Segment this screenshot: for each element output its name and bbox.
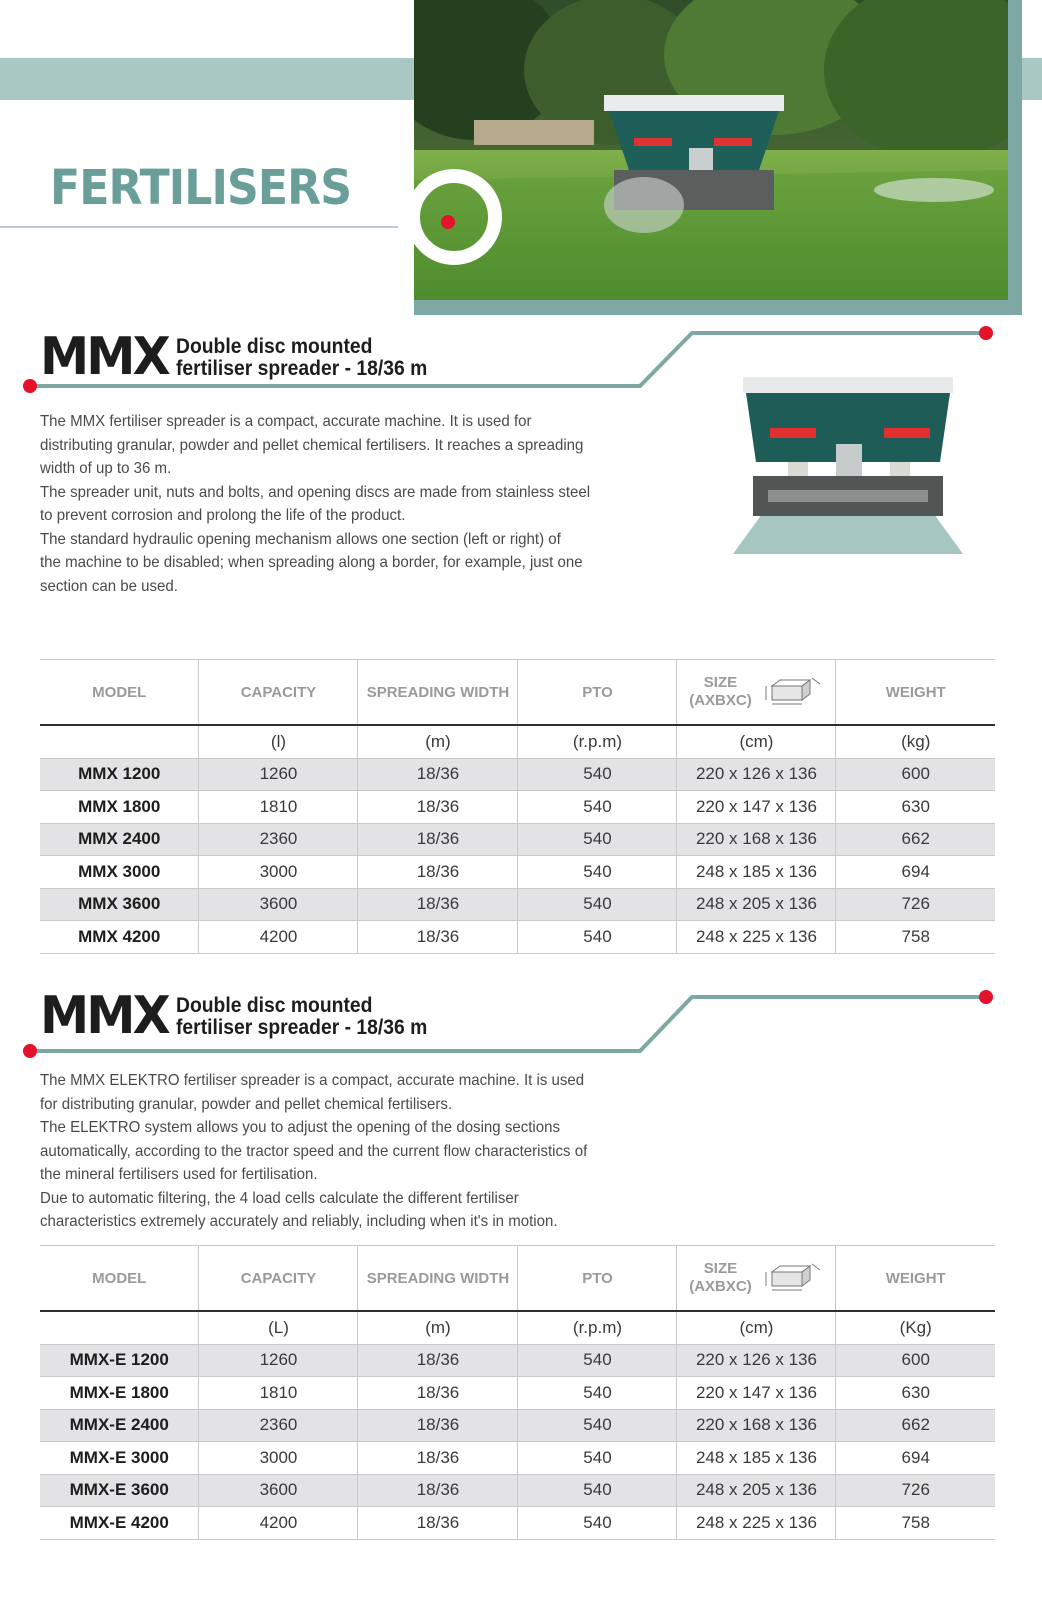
section2-subtitle-line2: fertiliser spreader - 18/36 m: [176, 1016, 428, 1039]
pto-cell: 540: [518, 921, 677, 954]
weight-cell: 758: [836, 1507, 995, 1540]
weight-cell: 630: [836, 791, 995, 824]
header-spreading-width: SPREADING WIDTH: [358, 1246, 518, 1312]
table-row: [40, 921, 995, 954]
section1-description-line: width of up to 36 m.: [40, 460, 172, 477]
header-capacity: CAPACITY: [199, 660, 358, 726]
unit-cell: (r.p.m): [518, 1311, 677, 1344]
pto-cell: 540: [518, 823, 677, 856]
table-row: [40, 791, 995, 824]
weight-cell: 694: [836, 1442, 995, 1475]
pto-cell: 540: [518, 791, 677, 824]
header-pto: PTO: [518, 1246, 677, 1312]
model-cell: MMX 4200: [40, 921, 199, 954]
width-cell: 18/36: [358, 823, 518, 856]
section2-right-red-dot: [979, 990, 993, 1004]
model-cell: MMX 3000: [40, 856, 199, 889]
width-cell: 18/36: [358, 1344, 518, 1377]
width-cell: 18/36: [358, 888, 518, 921]
pto-cell: 540: [518, 1344, 677, 1377]
size-cell: 248 x 205 x 136: [677, 888, 836, 921]
size-cell: 220 x 126 x 136: [677, 1344, 836, 1377]
weight-cell: 662: [836, 823, 995, 856]
size-cell: 248 x 205 x 136: [677, 1474, 836, 1507]
size-cell: 220 x 147 x 136: [677, 791, 836, 824]
section2-description-line: the mineral fertilisers used for fertilisation.: [40, 1166, 318, 1183]
capacity-cell: 3000: [199, 856, 358, 889]
unit-cell: (m): [358, 1311, 518, 1344]
capacity-cell: 2360: [199, 1409, 358, 1442]
section2-description-line: Due to automatic filtering, the 4 load cells calculate the different fertiliser: [40, 1189, 519, 1207]
hero-photo-illustration: [414, 0, 1008, 300]
width-cell: 18/36: [358, 1409, 518, 1442]
weight-cell: 600: [836, 758, 995, 791]
header-size-dims: (AXBXC): [689, 692, 752, 709]
table-row: [40, 1344, 995, 1377]
header-size-dims: (AXBXC): [689, 1278, 752, 1295]
photo-circle-ring: [406, 169, 502, 265]
capacity-cell: 2360: [199, 823, 358, 856]
unit-cell: (Kg): [836, 1311, 995, 1344]
model-cell: MMX 3600: [40, 888, 199, 921]
section1-model-name: MMX: [40, 327, 168, 387]
size-cell: 220 x 168 x 136: [677, 823, 836, 856]
unit-cell: [40, 1311, 199, 1344]
model-cell: MMX 2400: [40, 823, 199, 856]
capacity-cell: 4200: [199, 1507, 358, 1540]
header-pto: PTO: [518, 660, 677, 726]
weight-cell: 630: [836, 1377, 995, 1410]
pto-cell: 540: [518, 856, 677, 889]
weight-cell: 662: [836, 1409, 995, 1442]
hero-photo: [414, 0, 1008, 300]
section1-spec-table: [40, 659, 995, 954]
title-underline: [0, 226, 398, 228]
model-cell: MMX-E 4200: [40, 1507, 199, 1540]
section2-description-line: characteristics extremely accurately and reliably, including when it's in motion.: [40, 1213, 558, 1230]
table-units-row: [40, 725, 995, 758]
box-dimensions-icon: [762, 676, 824, 708]
weight-cell: 758: [836, 921, 995, 954]
weight-cell: 726: [836, 1474, 995, 1507]
section1-subtitle-line2: fertiliser spreader - 18/36 m: [176, 357, 428, 380]
model-cell: MMX-E 2400: [40, 1409, 199, 1442]
table-row: [40, 758, 995, 791]
size-cell: 248 x 225 x 136: [677, 921, 836, 954]
unit-cell: (l): [199, 725, 358, 758]
model-cell: MMX-E 3000: [40, 1442, 199, 1475]
pto-cell: 540: [518, 888, 677, 921]
width-cell: 18/36: [358, 1507, 518, 1540]
model-cell: MMX-E 1200: [40, 1344, 199, 1377]
box-dimensions-icon: [762, 1262, 824, 1294]
model-cell: MMX 1200: [40, 758, 199, 791]
header-spreading-width: SPREADING WIDTH: [358, 660, 518, 726]
capacity-cell: 1810: [199, 791, 358, 824]
model-cell: MMX-E 3600: [40, 1474, 199, 1507]
size-cell: 220 x 168 x 136: [677, 1409, 836, 1442]
header-capacity: CAPACITY: [199, 1246, 358, 1312]
pto-cell: 540: [518, 1442, 677, 1475]
width-cell: 18/36: [358, 1377, 518, 1410]
section2-description-line: The MMX ELEKTRO fertiliser spreader is a compact, accurate machine. It is used: [40, 1072, 585, 1089]
width-cell: 18/36: [358, 758, 518, 791]
header-size-label: SIZE: [703, 674, 738, 691]
section1-description-line: the machine to be disabled; when spreading along a border, for example, just one: [40, 554, 583, 571]
capacity-cell: 3000: [199, 1442, 358, 1475]
header-weight: WEIGHT: [836, 660, 995, 726]
unit-cell: (L): [199, 1311, 358, 1344]
header-model: MODEL: [40, 1246, 199, 1312]
section2-subtitle-line1: Double disc mounted: [176, 994, 373, 1017]
header-model: MODEL: [40, 660, 199, 726]
table-row: [40, 1474, 995, 1507]
unit-cell: (m): [358, 725, 518, 758]
header-size-label: SIZE: [703, 1260, 738, 1277]
header-size: [677, 660, 836, 726]
table-units-row: [40, 1311, 995, 1344]
unit-cell: (cm): [677, 1311, 836, 1344]
model-cell: MMX-E 1800: [40, 1377, 199, 1410]
section1-right-red-dot: [979, 326, 993, 340]
section2-accent-line: [0, 984, 1042, 1064]
weight-cell: 694: [836, 856, 995, 889]
section1-description-line: section can be used.: [40, 577, 178, 595]
size-cell: 220 x 126 x 136: [677, 758, 836, 791]
section1-description-line: The standard hydraulic opening mechanism allows one section (left or right) of: [40, 530, 561, 548]
unit-cell: (cm): [677, 725, 836, 758]
section1-left-red-dot: [23, 379, 37, 393]
photo-red-dot: [441, 215, 455, 229]
table-row: [40, 1507, 995, 1540]
section2-model-name: MMX: [40, 986, 168, 1046]
capacity-cell: 3600: [199, 888, 358, 921]
width-cell: 18/36: [358, 1474, 518, 1507]
capacity-cell: 4200: [199, 921, 358, 954]
section1-subtitle-line1: Double disc mounted: [176, 335, 373, 358]
header-weight: WEIGHT: [836, 1246, 995, 1312]
section2-description-line: automatically, according to the tractor speed and the current flow characteristics of: [40, 1142, 588, 1160]
header-size: [677, 1246, 836, 1312]
page-title: FERTILISERS: [50, 160, 352, 216]
section1-description-line: The spreader unit, nuts and bolts, and opening discs are made from stainless steel: [40, 483, 591, 501]
pto-cell: 540: [518, 1377, 677, 1410]
unit-cell: [40, 725, 199, 758]
pto-cell: 540: [518, 1474, 677, 1507]
size-cell: 248 x 185 x 136: [677, 856, 836, 889]
width-cell: 18/36: [358, 791, 518, 824]
unit-cell: (kg): [836, 725, 995, 758]
table-row: [40, 888, 995, 921]
capacity-cell: 1810: [199, 1377, 358, 1410]
section1-product-image: [728, 372, 968, 557]
section2-left-red-dot: [23, 1044, 37, 1058]
width-cell: 18/36: [358, 921, 518, 954]
section1-description-line: to prevent corrosion and prolong the life of the product.: [40, 507, 406, 524]
table-row: [40, 856, 995, 889]
capacity-cell: 3600: [199, 1474, 358, 1507]
table-row: [40, 1442, 995, 1475]
capacity-cell: 1260: [199, 758, 358, 791]
width-cell: 18/36: [358, 856, 518, 889]
section1-description: [40, 410, 590, 598]
table-row: [40, 1377, 995, 1410]
unit-cell: (r.p.m): [518, 725, 677, 758]
width-cell: 18/36: [358, 1442, 518, 1475]
table-row: [40, 1409, 995, 1442]
pto-cell: 540: [518, 1507, 677, 1540]
size-cell: 248 x 185 x 136: [677, 1442, 836, 1475]
section2-spec-table: [40, 1245, 995, 1540]
capacity-cell: 1260: [199, 1344, 358, 1377]
pto-cell: 540: [518, 1409, 677, 1442]
section2-description-line: The ELEKTRO system allows you to adjust the opening of the dosing sections: [40, 1119, 560, 1136]
table-header-row: [40, 1246, 995, 1312]
size-cell: 248 x 225 x 136: [677, 1507, 836, 1540]
model-cell: MMX 1800: [40, 791, 199, 824]
weight-cell: 726: [836, 888, 995, 921]
section2-description-line: for distributing granular, powder and pellet chemical fertilisers.: [40, 1095, 453, 1113]
table-row: [40, 823, 995, 856]
weight-cell: 600: [836, 1344, 995, 1377]
section2-description: [40, 1069, 590, 1234]
size-cell: 220 x 147 x 136: [677, 1377, 836, 1410]
section1-description-line: distributing granular, powder and pellet chemical fertilisers. It reaches a spreading: [40, 436, 584, 454]
pto-cell: 540: [518, 758, 677, 791]
section1-description-line: The MMX fertiliser spreader is a compact, accurate machine. It is used for: [40, 413, 532, 430]
table-header-row: [40, 660, 995, 726]
